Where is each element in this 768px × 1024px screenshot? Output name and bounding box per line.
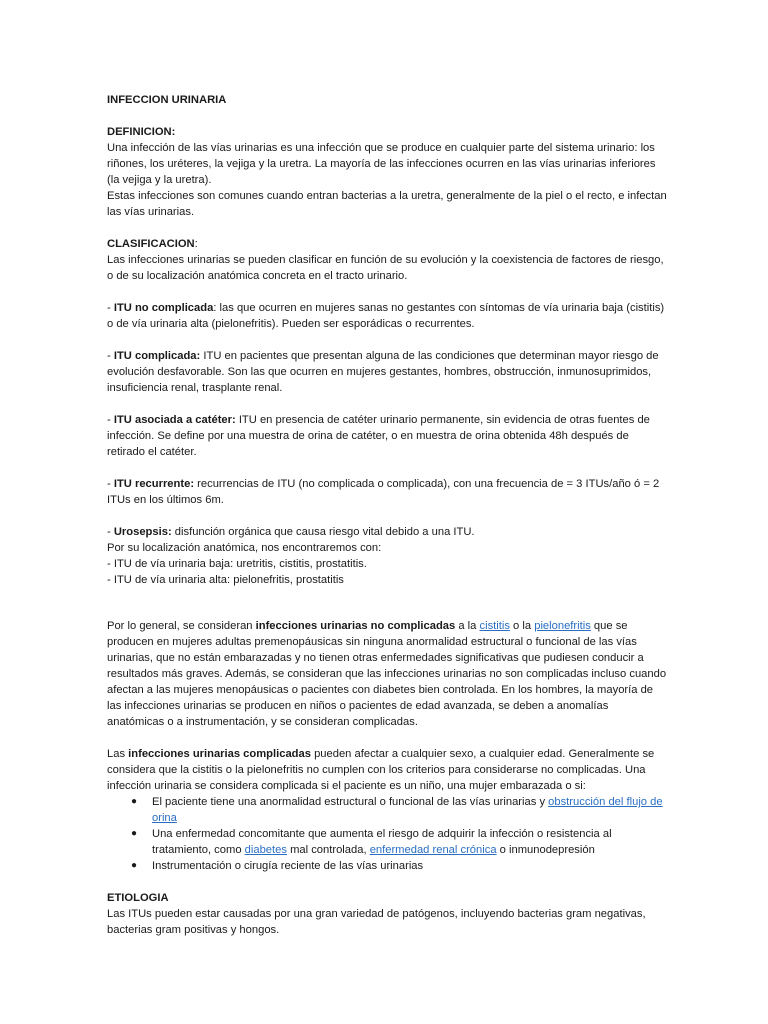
spacer [107,588,667,618]
clasificacion-item-recurrente [107,476,667,508]
clasificacion-intro: Las infecciones urinarias se pueden clasificar en función de su evolución y la coexistencia de factores de riesgo, o de su localización anatómica concreta en el tracto urinario. [107,254,664,282]
text-run: Por lo general, se consideran [107,620,256,632]
item-prefix: - [107,350,114,362]
item-term: Urosepsis: [113,526,172,538]
complicadas-paragraph [107,746,667,794]
list-item [107,794,667,826]
item-text: ITU en presencia de catéter urinario permanente, sin evidencia de otras fuentes de infección. Se define por una muestra de orina de catéter, o en muestra de orina obtenida 48h después de retirado el catéter. [107,414,650,458]
clasificacion-item-no-complicada [107,300,667,332]
spacer [107,108,667,124]
spacer [107,396,667,412]
item-prefix: - [107,526,114,538]
item-text: recurrencias de ITU (no complicada o complicada), con una frecuencia de = 3 ITUs/año ó = 2 ITUs en los últimos 6m. [107,478,660,506]
item-text: : las que ocurren en mujeres sanas no gestantes con síntomas de vía urinaria baja (cistitis) o de vía urinaria alta (pielonefritis). Pueden ser esporádicas o recurrentes. [107,302,665,330]
text-run: Instrumentación o cirugía reciente de las vías urinarias [152,860,424,872]
complicadas-bullet-list [107,794,667,874]
spacer [107,730,667,746]
diabetes-link[interactable]: diabetes [244,844,287,856]
enfermedad-renal-cronica-link[interactable]: enfermedad renal crónica [369,844,497,856]
item-text: ITU en pacientes que presentan alguna de las condiciones que determinan mayor riesgo de evolución desfavorable. Son las que ocurren en mujeres gestantes, hombres, obstrucción, inmunosuprimidos, insuficiencia renal, trasplante renal. [107,350,659,394]
item-term: ITU complicada: [113,350,201,362]
text-run: mal controlada, [286,844,370,856]
spacer [107,284,667,300]
bullet-icon: ● [131,828,138,839]
obstruccion-flujo-orina-link[interactable]: obstrucción del flujo de orina [152,796,663,824]
clasificacion-item-cateter [107,412,667,460]
text-run: Las [107,748,129,760]
pielonefritis-link[interactable]: pielonefritis [534,620,591,632]
clasificacion-item-urosepsis [107,524,667,540]
item-prefix: - [107,414,114,426]
item-text: disfunción orgánica que causa riesgo vital debido a una ITU. [171,526,475,538]
text-run: El paciente tiene una anormalidad estructural o funcional de las vías urinarias y [152,796,549,808]
spacer [107,460,667,476]
cistitis-link[interactable]: cistitis [479,620,510,632]
item-prefix: - [107,302,114,314]
etiologia-paragraph: Las ITUs pueden estar causadas por una gran variedad de patógenos, incluyendo bacterias gram negativas, bacterias gram positivas y hongos. [107,908,646,936]
item-prefix: - [107,478,114,490]
document-page [107,92,667,938]
list-item [107,826,667,858]
etiologia-heading: ETIOLOGIA [107,892,169,904]
definicion-heading: DEFINICION: [107,126,176,138]
no-complicadas-paragraph [107,618,667,730]
clasificacion-item-complicada [107,348,667,396]
clasificacion-heading: CLASIFICACION [107,238,195,250]
localizacion-baja: - ITU de vía urinaria baja: uretritis, cistitis, prostatitis. [107,558,367,570]
definicion-paragraph-2: Estas infecciones son comunes cuando entran bacterias a la uretra, generalmente de la piel o el recto, e infectan las vías urinarias. [107,190,667,218]
spacer [107,508,667,524]
text-run: pueden afectar a cualquier sexo, a cualquier edad. Generalmente se considera que la cistitis o la pielonefritis no cumplen con los criterios para considerarse no complicadas. Una infección urinaria se considera complicada si el paciente es un niño, una mujer embarazada o si: [107,748,655,792]
text-run: o inmunodepresión [496,844,595,856]
text-run: Una enfermedad concomitante que aumenta el riesgo de adquirir la infección o resistencia al tratamiento, como [152,828,612,856]
clasificacion-heading-line [107,236,667,252]
text-run: que se producen en mujeres adultas premenopáusicas sin ninguna anormalidad estructural o funcional de las vías urinarias, que no están embarazadas y no tienen otras enfermedades significativas que pudiesen conducir a resultados más graves. Además, se consideran que las infecciones urinarias no son complicadas incluso cuando afectan a las mujeres menopáusicas o pacientes con diabetes bien controlada. En los hombres, la mayoría de las infecciones urinarias se producen en niños o pacientes de edad avanzada, se deben a anomalías anatómicas o a instrumentación, y se consideran complicadas. [107,620,667,728]
document-title: INFECCION URINARIA [107,94,227,106]
spacer [107,874,667,890]
item-term: ITU asociada a catéter: [113,414,236,426]
complicadas-term: infecciones urinarias complicadas [128,748,311,760]
bullet-icon: ● [131,860,138,871]
definicion-paragraph-1: Una infección de las vías urinarias es una infección que se produce en cualquier parte del sistema urinario: los riñones, los uréteres, la vejiga y la uretra. La mayoría de las infecciones ocurren en las vías urinarias inferiores (la vejiga y la uretra). [107,142,656,186]
no-complicadas-term: infecciones urinarias no complicadas [255,620,456,632]
clasificacion-heading-colon: : [194,238,198,250]
text-run: a la [455,620,480,632]
text-run: o la [509,620,535,632]
localizacion-intro: Por su localización anatómica, nos encontraremos con: [107,542,382,554]
item-term: ITU no complicada [113,302,214,314]
localizacion-alta: - ITU de vía urinaria alta: pielonefritis, prostatitis [107,574,344,586]
list-item [107,858,667,874]
spacer [107,220,667,236]
bullet-icon: ● [131,796,138,807]
item-term: ITU recurrente: [113,478,195,490]
spacer [107,332,667,348]
